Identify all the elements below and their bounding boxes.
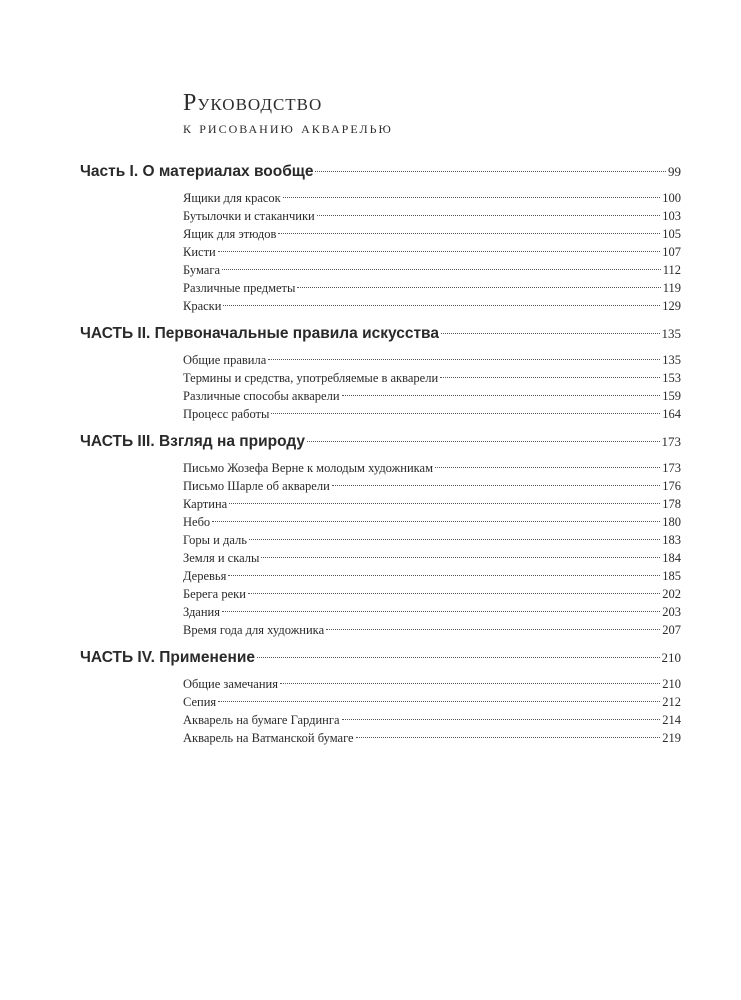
title-line-1: Руководство: [183, 90, 323, 116]
entry-label: Письмо Жозефа Верне к молодым художникам: [183, 461, 433, 475]
dot-leader: [280, 683, 660, 684]
toc-part: [80, 161, 681, 315]
entry-page-number: 183: [662, 533, 681, 547]
dot-leader: [307, 441, 660, 442]
toc-entry[interactable]: [183, 675, 681, 693]
dot-leader: [249, 539, 660, 540]
entry-label: Ящик для этюдов: [183, 227, 277, 241]
toc-part-heading[interactable]: [80, 323, 681, 345]
dot-leader: [342, 395, 661, 396]
entry-label: Кисти: [183, 245, 216, 259]
entry-label: Краски: [183, 299, 222, 313]
dot-leader: [248, 593, 660, 594]
toc-entry[interactable]: [183, 279, 681, 297]
entry-label: Берега реки: [183, 587, 246, 601]
part-page-number: 99: [668, 164, 681, 179]
entry-label: Деревья: [183, 569, 227, 583]
entry-label: Земля и скалы: [183, 551, 260, 565]
entry-label: Бумага: [183, 263, 220, 277]
entry-label: Процесс работы: [183, 407, 270, 421]
entry-label: Письмо Шарле об акварели: [183, 479, 330, 493]
dot-leader: [228, 575, 660, 576]
toc-entry[interactable]: [183, 567, 681, 585]
dot-leader: [342, 719, 661, 720]
toc-entry[interactable]: [183, 477, 681, 495]
entry-label: Общие правила: [183, 353, 267, 367]
toc-entry[interactable]: [183, 585, 681, 603]
document-title: [183, 89, 393, 139]
toc-entry[interactable]: [183, 549, 681, 567]
dot-leader: [283, 197, 660, 198]
dot-leader: [218, 251, 661, 252]
entry-page-number: 212: [662, 695, 681, 709]
toc-entry[interactable]: [183, 261, 681, 279]
dot-leader: [261, 557, 660, 558]
dot-leader: [271, 413, 660, 414]
toc-entry[interactable]: [183, 513, 681, 531]
toc-entry[interactable]: [183, 693, 681, 711]
entry-label: Небо: [183, 515, 211, 529]
dot-leader: [218, 701, 660, 702]
toc-entry[interactable]: [183, 531, 681, 549]
entry-page-number: 164: [662, 407, 681, 421]
part-page-number: 210: [661, 650, 681, 665]
dot-leader: [315, 171, 666, 172]
entry-page-number: 180: [662, 515, 681, 529]
entry-label: Различные предметы: [183, 281, 296, 295]
entry-page-number: 176: [662, 479, 681, 493]
dot-leader: [223, 305, 660, 306]
toc-sub-list: [183, 189, 681, 315]
toc-part: [80, 647, 681, 747]
table-of-contents: [80, 161, 681, 751]
entry-page-number: 119: [662, 281, 681, 295]
entry-page-number: 100: [662, 191, 681, 205]
part-title: ЧАСТЬ II. Первоначальные правила искусства: [80, 325, 439, 342]
entry-page-number: 103: [662, 209, 681, 223]
dot-leader: [268, 359, 660, 360]
toc-entry[interactable]: [183, 711, 681, 729]
entry-label: Время года для художника: [183, 623, 325, 637]
dot-leader: [440, 377, 660, 378]
entry-page-number: 178: [662, 497, 681, 511]
entry-page-number: 210: [662, 677, 681, 691]
dot-leader: [317, 215, 661, 216]
entry-page-number: 184: [662, 551, 681, 565]
toc-part-heading[interactable]: [80, 431, 681, 453]
entry-page-number: 219: [662, 731, 681, 745]
title-line-2: к рисованию акварелью: [183, 118, 393, 137]
entry-page-number: 112: [662, 263, 681, 277]
dot-leader: [435, 467, 660, 468]
toc-entry[interactable]: [183, 405, 681, 423]
entry-label: Ящики для красок: [183, 191, 281, 205]
entry-page-number: 135: [662, 353, 681, 367]
part-title: ЧАСТЬ IV. Применение: [80, 649, 255, 666]
entry-label: Различные способы акварели: [183, 389, 340, 403]
toc-entry[interactable]: [183, 603, 681, 621]
toc-entry[interactable]: [183, 225, 681, 243]
entry-page-number: 214: [662, 713, 681, 727]
entry-label: Здания: [183, 605, 220, 619]
dot-leader: [278, 233, 660, 234]
part-title: Часть I. О материалах вообще: [80, 163, 314, 180]
toc-part-heading[interactable]: [80, 161, 681, 183]
toc-part-heading[interactable]: [80, 647, 681, 669]
entry-page-number: 173: [662, 461, 681, 475]
toc-entry[interactable]: [183, 495, 681, 513]
entry-label: Термины и средства, употребляемые в акварели: [183, 371, 439, 385]
dot-leader: [257, 657, 660, 658]
entry-label: Бутылочки и стаканчики: [183, 209, 315, 223]
entry-label: Горы и даль: [183, 533, 247, 547]
entry-page-number: 185: [662, 569, 681, 583]
entry-page-number: 129: [662, 299, 681, 313]
entry-page-number: 153: [662, 371, 681, 385]
toc-entry[interactable]: [183, 207, 681, 225]
entry-page-number: 159: [662, 389, 681, 403]
dot-leader: [222, 269, 661, 270]
toc-entry[interactable]: [183, 621, 681, 639]
dot-leader: [356, 737, 661, 738]
dot-leader: [441, 333, 660, 334]
dot-leader: [326, 629, 660, 630]
toc-entry[interactable]: [183, 243, 681, 261]
dot-leader: [222, 611, 660, 612]
part-title: ЧАСТЬ III. Взгляд на природу: [80, 433, 305, 450]
toc-sub-list: [183, 675, 681, 747]
dot-leader: [229, 503, 660, 504]
toc-entry[interactable]: [183, 387, 681, 405]
entry-label: Акварель на бумаге Гардинга: [183, 713, 340, 727]
dot-leader: [332, 485, 660, 486]
entry-label: Картина: [183, 497, 228, 511]
entry-page-number: 202: [662, 587, 681, 601]
toc-part: [80, 431, 681, 639]
dot-leader: [297, 287, 660, 288]
toc-sub-list: [183, 459, 681, 639]
toc-entry[interactable]: [183, 297, 681, 315]
dot-leader: [212, 521, 660, 522]
part-page-number: 135: [661, 326, 681, 341]
entry-label: Сепия: [183, 695, 217, 709]
entry-label: Общие замечания: [183, 677, 278, 691]
toc-part: [80, 323, 681, 423]
toc-sub-list: [183, 351, 681, 423]
toc-entry[interactable]: [183, 729, 681, 747]
toc-entry[interactable]: [183, 351, 681, 369]
entry-page-number: 107: [662, 245, 681, 259]
toc-entry[interactable]: [183, 459, 681, 477]
toc-entry[interactable]: [183, 369, 681, 387]
entry-page-number: 207: [662, 623, 681, 637]
toc-entry[interactable]: [183, 189, 681, 207]
entry-page-number: 203: [662, 605, 681, 619]
part-page-number: 173: [661, 434, 681, 449]
entry-page-number: 105: [662, 227, 681, 241]
entry-label: Акварель на Ватманской бумаге: [183, 731, 354, 745]
